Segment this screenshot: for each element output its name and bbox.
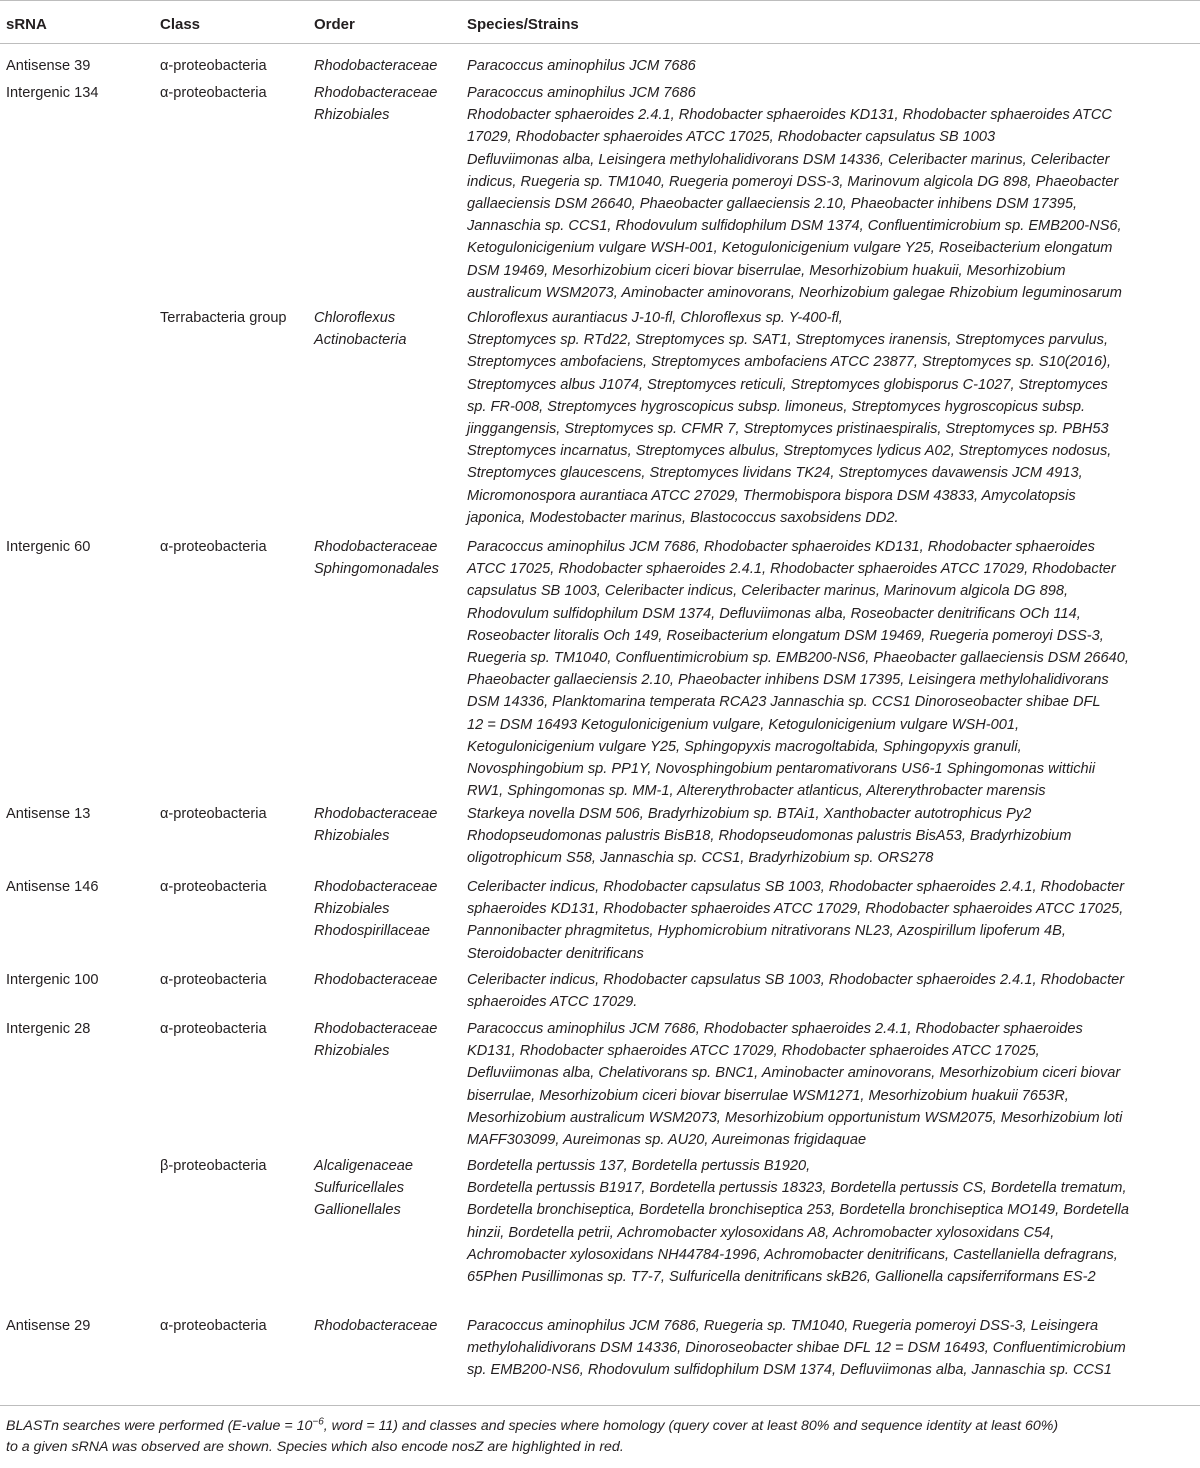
- order-cell: [314, 536, 464, 580]
- class-cell: α-proteobacteria: [160, 879, 267, 895]
- species-line: Streptomyces albus J1074, Streptomyces reticuli, Streptomyces globisporus C-1027, Streptomyces: [467, 376, 1108, 393]
- footnote-exponent: −6: [312, 1416, 324, 1428]
- species-line: Chloroflexus aurantiacus J-10-fl, Chloroflexus sp. Y-400-fl,: [467, 310, 843, 326]
- order-cell: [314, 1018, 464, 1062]
- order-line: Rhizobiales: [314, 107, 390, 124]
- species-cell: [467, 55, 1199, 77]
- species-line: sp. FR-008, Streptomyces hygroscopicus subsp. limoneus, Streptomyces hygroscopicus subsp.: [467, 398, 1086, 415]
- order-line: Rhizobiales: [314, 828, 390, 845]
- species-cell: [467, 803, 1199, 870]
- species-line: Celeribacter indicus, Rhodobacter capsulatus SB 1003, Rhodobacter sphaeroides 2.4.1, Rhodobacter: [467, 972, 1125, 988]
- order-cell: [314, 876, 464, 943]
- order-line: Rhizobiales: [314, 1043, 390, 1060]
- order-line: Rhodobacteraceae: [314, 806, 438, 822]
- order-cell: [314, 803, 464, 847]
- species-line: Ketogulonicigenium vulgare WSH-001, Ketogulonicigenium vulgare Y25, Roseibacterium elongatum: [467, 240, 1113, 257]
- species-cell: [467, 1315, 1199, 1382]
- species-line: Pannonibacter phragmitetus, Hyphomicrobium nitrativorans NL23, Azospirillum lipoferum 4B,: [467, 923, 1066, 940]
- species-line: Defluviimonas alba, Chelativorans sp. BNC1, Aminobacter aminovorans, Mesorhizobium ciceri biovar: [467, 1065, 1121, 1082]
- species-line: Ruegeria sp. TM1040, Confluentimicrobium sp. EMB200-NS6, Phaeobacter gallaeciensis DSM 26640,: [467, 650, 1129, 667]
- srna-cell: Intergenic 28: [6, 1021, 91, 1037]
- order-cell: [314, 55, 464, 77]
- order-line: Sulfuricellales: [314, 1180, 405, 1197]
- species-line: Phaeobacter gallaeciensis 2.10, Phaeobacter inhibens DSM 17395, Leisingera methylohalidivorans: [467, 672, 1109, 689]
- class-cell: α-proteobacteria: [160, 539, 267, 555]
- order-cell: [314, 1315, 464, 1337]
- class-cell: β-proteobacteria: [160, 1158, 267, 1174]
- srna-cell: Intergenic 60: [6, 539, 91, 555]
- species-line: Jannaschia sp. CCS1, Rhodovulum sulfidophilum DSM 1374, Confluentimicrobium sp. EMB200-NS6,: [467, 218, 1122, 235]
- order-line: Rhodobacteraceae: [314, 85, 438, 101]
- order-line: Rhodobacteraceae: [314, 58, 438, 74]
- table-footnote: [6, 1416, 1196, 1457]
- species-line: Defluviimonas alba, Leisingera methylohalidivorans DSM 14336, Celeribacter marinus, Celeribacter: [467, 151, 1110, 168]
- header-order: Order: [314, 16, 355, 33]
- species-cell: [467, 969, 1199, 1013]
- species-line: indicus, Ruegeria sp. TM1040, Ruegeria pomeroyi DSS-3, Marinovum algicola DG 898, Phaeobacter: [467, 173, 1119, 190]
- order-line: Actinobacteria: [314, 332, 407, 349]
- header-srna: sRNA: [6, 16, 47, 33]
- class-cell: α-proteobacteria: [160, 58, 267, 74]
- species-line: Rhodovulum sulfidophilum DSM 1374, Defluviimonas alba, Roseobacter denitrificans OCh 114,: [467, 605, 1081, 622]
- species-cell: [467, 1018, 1199, 1151]
- order-line: Rhodobacteraceae: [314, 972, 438, 988]
- class-cell: Terrabacteria group: [160, 310, 287, 326]
- species-line: Streptomyces glaucescens, Streptomyces lividans TK24, Streptomyces davawensis JCM 4913,: [467, 465, 1083, 482]
- srna-cell: Antisense 13: [6, 806, 91, 822]
- species-cell: [467, 307, 1199, 529]
- species-line: Starkeya novella DSM 506, Bradyrhizobium sp. BTAi1, Xanthobacter autotrophicus Py2: [467, 806, 1032, 822]
- species-line: Ketogulonicigenium vulgare Y25, Sphingopyxis macrogoltabida, Sphingopyxis granuli,: [467, 738, 1022, 755]
- species-line: MAFF303099, Aureimonas sp. AU20, Aureimonas frigidaquae: [467, 1132, 867, 1149]
- class-cell: α-proteobacteria: [160, 85, 267, 101]
- species-line: Bordetella pertussis B1917, Bordetella pertussis 18323, Bordetella pertussis CS, Bordetella trematum,: [467, 1180, 1127, 1197]
- species-line: KD131, Rhodobacter sphaeroides ATCC 17029, Rhodobacter sphaeroides ATCC 17025,: [467, 1043, 1040, 1060]
- class-cell: α-proteobacteria: [160, 1021, 267, 1037]
- order-cell: [314, 82, 464, 126]
- order-cell: [314, 307, 464, 351]
- order-line: Rhodobacteraceae: [314, 539, 438, 555]
- species-line: jinggangensis, Streptomyces sp. CFMR 7, Streptomyces pristinaespiralis, Streptomyces sp. PBH53: [467, 421, 1109, 438]
- species-line: Mesorhizobium australicum WSM2073, Mesorhizobium opportunistum WSM2075, Mesorhizobium loti: [467, 1109, 1123, 1126]
- srna-cell: Intergenic 134: [6, 85, 99, 101]
- footnote-line1: BLASTn searches were performed (E-value = $10^{-6}$, word = 11) and classes and species where homology (query cover at least 80% and sequence identity at least 60%): [6, 1416, 1059, 1434]
- order-line: Chloroflexus: [314, 310, 396, 326]
- class-cell: α-proteobacteria: [160, 972, 267, 988]
- species-line: oligotrophicum S58, Jannaschia sp. CCS1, Bradyrhizobium sp. ORS278: [467, 850, 934, 867]
- species-line: Rhodopseudomonas palustris BisB18, Rhodopseudomonas palustris BisA53, Bradyrhizobium: [467, 828, 1072, 845]
- species-line: Bordetella pertussis 137, Bordetella pertussis B1920,: [467, 1158, 811, 1174]
- species-line: Streptomyces ambofaciens, Streptomyces ambofaciens ATCC 23877, Streptomyces sp. S10(2016),: [467, 354, 1112, 371]
- species-cell: [467, 1155, 1199, 1288]
- species-line: Celeribacter indicus, Rhodobacter capsulatus SB 1003, Rhodobacter sphaeroides 2.4.1, Rhodobacter: [467, 879, 1125, 895]
- class-cell: α-proteobacteria: [160, 806, 267, 822]
- species-line: sphaeroides ATCC 17029.: [467, 994, 638, 1011]
- species-line: DSM 19469, Mesorhizobium ciceri biovar biserrulae, Mesorhizobium huakuii, Mesorhizobium: [467, 262, 1066, 279]
- species-line: japonica, Modestobacter marinus, Blastococcus saxobsidens DD2.: [467, 509, 899, 526]
- species-line: Paracoccus aminophilus JCM 7686, Rhodobacter sphaeroides 2.4.1, Rhodobacter sphaeroides: [467, 1021, 1083, 1037]
- species-cell: [467, 876, 1199, 965]
- species-line: Paracoccus aminophilus JCM 7686, Ruegeria sp. TM1040, Ruegeria pomeroyi DSS-3, Leisingera: [467, 1318, 1099, 1334]
- order-line: Alcaligenaceae: [314, 1158, 413, 1174]
- species-line: Paracoccus aminophilus JCM 7686: [467, 58, 696, 74]
- species-line: Novosphingobium sp. PP1Y, Novosphingobium pentaromativorans US6-1 Sphingomonas wittichii: [467, 761, 1096, 778]
- order-line: Gallionellales: [314, 1202, 401, 1219]
- species-line: Bordetella bronchiseptica, Bordetella bronchiseptica 253, Bordetella bronchiseptica MO149, Bordetella: [467, 1202, 1129, 1219]
- srna-cell: Antisense 39: [6, 58, 91, 74]
- species-cell: [467, 536, 1199, 802]
- species-line: Steroidobacter denitrificans: [467, 945, 644, 962]
- table-bottom-rule: [0, 1405, 1200, 1406]
- table-header: [0, 0, 1200, 44]
- species-line: Roseobacter litoralis Och 149, Roseibacterium elongatum DSM 19469, Ruegeria pomeroyi DSS-3,: [467, 627, 1104, 644]
- species-cell: [467, 82, 1199, 304]
- species-line: Paracoccus aminophilus JCM 7686, Rhodobacter sphaeroides KD131, Rhodobacter sphaeroides: [467, 539, 1095, 555]
- species-line: sphaeroides KD131, Rhodobacter sphaeroides ATCC 17029, Rhodobacter sphaeroides ATCC 17025,: [467, 901, 1124, 918]
- species-line: Rhodobacter sphaeroides 2.4.1, Rhodobacter sphaeroides KD131, Rhodobacter sphaeroides ATCC: [467, 107, 1112, 124]
- species-line: 17029, Rhodobacter sphaeroides ATCC 17025, Rhodobacter capsulatus SB 1003: [467, 129, 996, 146]
- species-line: methylohalidivorans DSM 14336, Dinoroseobacter shibae DFL 12 = DSM 16493, Confluentimicrobium: [467, 1340, 1126, 1357]
- header-class: Class: [160, 16, 201, 33]
- class-cell: α-proteobacteria: [160, 1318, 267, 1334]
- species-line: biserrulae, Mesorhizobium ciceri biovar biserrulae WSM1271, Mesorhizobium huakuii 7653R,: [467, 1087, 1069, 1104]
- order-line: Rhodospirillaceae: [314, 923, 431, 940]
- header-species: Species/Strains: [467, 16, 579, 33]
- species-line: hinzii, Bordetella petrii, Achromobacter xylosoxidans A8, Achromobacter xylosoxidans C54,: [467, 1224, 1055, 1241]
- srna-cell: Antisense 29: [6, 1318, 91, 1334]
- order-line: Rhizobiales: [314, 901, 390, 918]
- species-line: 12 = DSM 16493 Ketogulonicigenium vulgare, Ketogulonicigenium vulgare WSH-001,: [467, 716, 1020, 733]
- order-line: Rhodobacteraceae: [314, 1318, 438, 1334]
- srna-cell: Intergenic 100: [6, 972, 99, 988]
- species-line: DSM 14336, Planktomarina temperata RCA23 Jannaschia sp. CCS1 Dinoroseobacter shibae DFL: [467, 694, 1101, 711]
- species-line: RW1, Sphingomonas sp. MM-1, Altererythrobacter atlanticus, Altererythrobacter marensis: [467, 783, 1046, 800]
- species-line: Paracoccus aminophilus JCM 7686: [467, 85, 696, 101]
- order-line: Rhodobacteraceae: [314, 879, 438, 895]
- species-line: sp. EMB200-NS6, Rhodovulum sulfidophilum DSM 1374, Defluviimonas alba, Jannaschia sp. CCS1: [467, 1362, 1112, 1379]
- species-line: capsulatus SB 1003, Celeribacter indicus, Celeribacter marinus, Marinovum algicola DG 898,: [467, 583, 1069, 600]
- species-line: australicum WSM2073, Aminobacter aminovorans, Neorhizobium galegae Rhizobium leguminosarum: [467, 284, 1122, 301]
- order-cell: [314, 969, 464, 991]
- footnote-line2: to a given sRNA was observed are shown. Species which also encode nosZ are highlighted in red.: [6, 1438, 624, 1455]
- species-line: Streptomyces incarnatus, Streptomyces albulus, Streptomyces lydicus A02, Streptomyces nodosus,: [467, 443, 1112, 460]
- species-line: Achromobacter xylosoxidans NH44784-1996, Achromobacter denitrificans, Castellaniella defragrans,: [467, 1246, 1118, 1263]
- species-line: Micromonospora aurantiaca ATCC 27029, Thermobispora bispora DSM 43833, Amycolatopsis: [467, 487, 1076, 504]
- srna-cell: Antisense 146: [6, 879, 99, 895]
- species-line: Streptomyces sp. RTd22, Streptomyces sp. SAT1, Streptomyces iranensis, Streptomyces parvulus,: [467, 332, 1109, 349]
- species-line: 65Phen Pusillimonas sp. T7-7, Sulfuricella denitrificans skB26, Gallionella capsiferriformans ES-2: [467, 1269, 1096, 1286]
- species-line: gallaeciensis DSM 26640, Phaeobacter gallaeciensis 2.10, Phaeobacter inhibens DSM 17395,: [467, 196, 1078, 213]
- order-line: Sphingomonadales: [314, 561, 439, 578]
- order-cell: [314, 1155, 464, 1222]
- species-line: ATCC 17025, Rhodobacter sphaeroides 2.4.1, Rhodobacter sphaeroides ATCC 17029, Rhodobacter: [467, 561, 1116, 578]
- order-line: Rhodobacteraceae: [314, 1021, 438, 1037]
